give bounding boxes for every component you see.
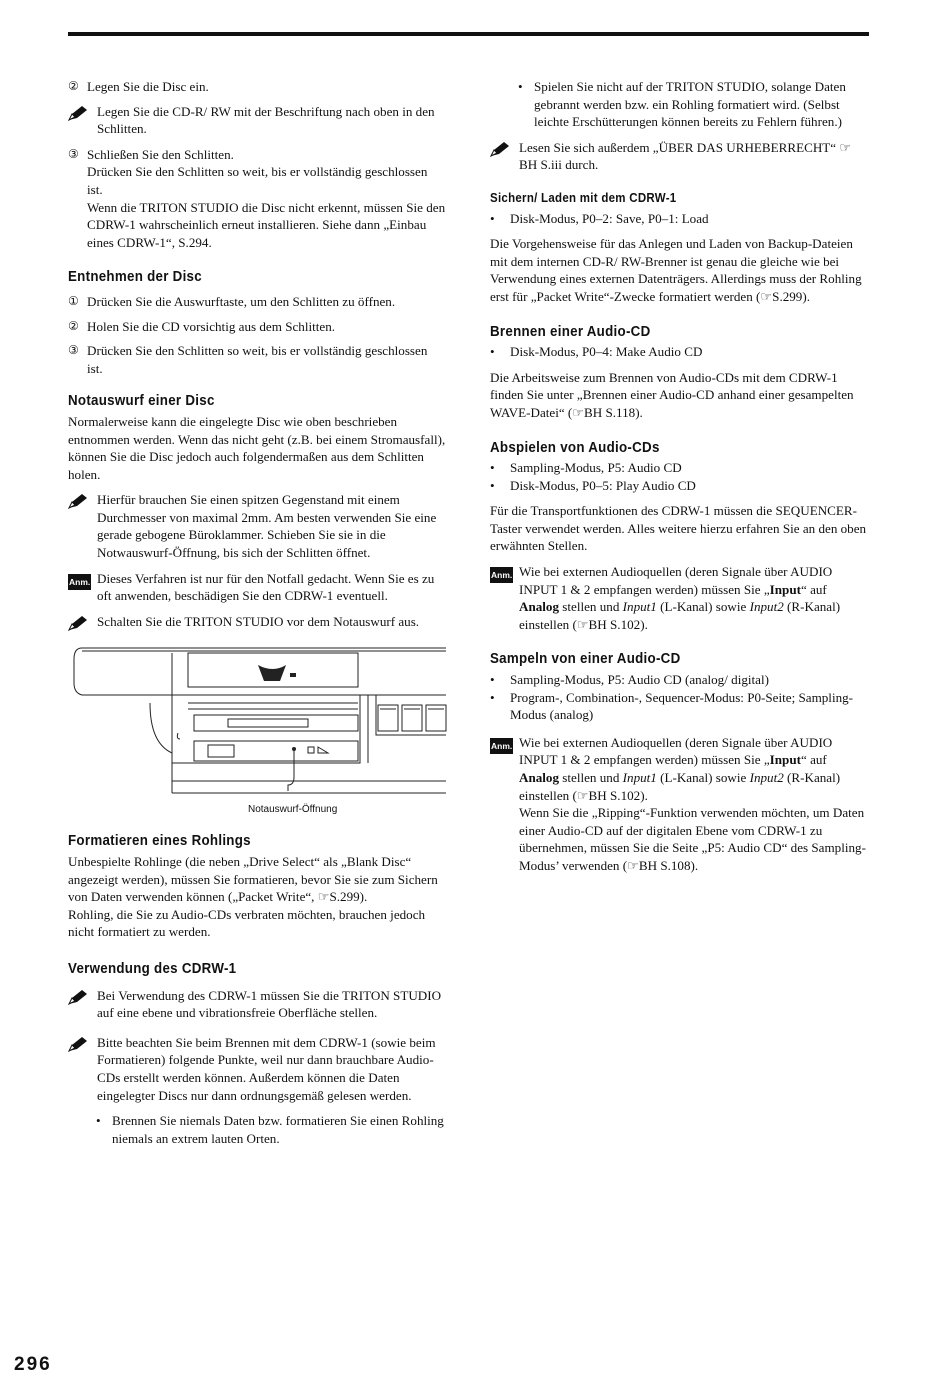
step-text: Drücken Sie den Schlitten so weit, bis er vollständig geschlossen ist. xyxy=(87,164,428,197)
bullet-text: Disk-Modus, P0–5: Play Audio CD xyxy=(510,477,696,493)
step-number: ① xyxy=(68,293,79,308)
pencil-note-icon xyxy=(68,1034,97,1104)
step-3 xyxy=(68,146,446,252)
anm-badge: Anm. xyxy=(68,574,91,590)
bullet-sampeln-2 xyxy=(490,689,868,724)
top-rule xyxy=(68,32,869,36)
paragraph: Für die Transportfunktionen des CDRW-1 müssen die SEQUENCER-Taster verwendet werden. Alles weitere hierzu erfahren Sie an den oben erwähnten Stellen. xyxy=(490,503,867,554)
note-verwendung-1 xyxy=(68,987,446,1022)
heading-notauswurf: Notauswurf einer Disc xyxy=(68,393,215,410)
anm-abspielen xyxy=(490,563,868,633)
paragraph: Die Vorgehensweise für das Anlegen und Laden von Backup-Dateien mit dem internen CD-R/ RW-Brenner ist genau die gleiche wie bei Verwendung eines externen Datenträgers. Allerdings muss der Rohling erst für „Packet Write“-Zwecke formatiert werden (☞S.299). xyxy=(490,236,862,304)
note-hierfuer xyxy=(68,491,446,561)
pencil-note-icon xyxy=(490,139,519,174)
bullet-spielen xyxy=(518,78,868,131)
anm-sampeln xyxy=(490,734,868,875)
bullet-dot: • xyxy=(490,460,495,476)
note-text: Dieses Verfahren ist nur für den Notfall gedacht. Wenn Sie es zu oft anwenden, beschädigen Sie den CDRW-1 eventuell. xyxy=(97,570,435,604)
bullet-dot: • xyxy=(490,689,495,705)
pencil-note-icon xyxy=(68,103,97,138)
bullet-text: Spielen Sie nicht auf der TRITON STUDIO, solange Daten gebrannt werden bzw. ein Rohling formatiert wird. (Selbst leichte Erschütterungen können bereits zu Fehlern führen.) xyxy=(534,79,846,130)
right-column xyxy=(490,78,868,883)
heading-verwendung: Verwendung des CDRW-1 xyxy=(68,961,237,977)
bullet-text: Program-, Combination-, Sequencer-Modus: P0-Seite; Sampling-Modus (analog) xyxy=(510,689,854,723)
step-number: ③ xyxy=(68,343,79,358)
note-legen xyxy=(68,103,446,138)
bullet-text: Sampling-Modus, P5: Audio CD xyxy=(510,460,682,476)
ent-step-3 xyxy=(68,342,446,377)
bullet-sichern xyxy=(490,210,868,228)
bullet-dot: • xyxy=(96,1113,101,1129)
pencil-note-icon xyxy=(68,491,97,561)
pencil-note-icon xyxy=(68,613,97,636)
paragraph: Rohling, die Sie zu Audio-CDs verbraten möchten, brauchen jedoch nicht formatiert zu werden. xyxy=(68,906,426,940)
step-text: Holen Sie die CD vorsichtig aus dem Schlitten. xyxy=(87,318,336,334)
figure-caption: Notauswurf-Öffnung xyxy=(248,804,338,816)
step-text: Wenn die TRITON STUDIO die Disc nicht erkennt, müssen Sie den CDRW-1 wahrscheinlich erneut installieren. Siehe dann „Einbau eines CDRW-1“, S.294. xyxy=(87,199,446,250)
heading-brennen: Brennen einer Audio-CD xyxy=(490,323,651,340)
bullet-dot: • xyxy=(518,79,523,94)
heading-formatieren: Formatieren eines Rohlings xyxy=(68,833,251,850)
bullet-abspielen-1 xyxy=(490,459,868,477)
bullet-text: Brennen Sie niemals Daten bzw. formatieren Sie einen Rohling niemals an extrem lauten Orten. xyxy=(112,1113,444,1146)
note-text: Lesen Sie sich außerdem „ÜBER DAS URHEBERRECHT“ ☞BH S.iii durch. xyxy=(519,139,852,173)
step-number: ② xyxy=(68,318,79,333)
bullet-brennen xyxy=(96,1112,446,1147)
step-text: Drücken Sie den Schlitten so weit, bis er vollständig geschlossen ist. xyxy=(87,343,428,376)
anm-badge: Anm. xyxy=(490,738,513,754)
heading-abspielen: Abspielen von Audio-CDs xyxy=(490,439,660,456)
step-text: Drücken Sie die Auswurftaste, um den Schlitten zu öffnen. xyxy=(87,293,396,309)
cdrw-figure xyxy=(68,643,446,819)
step-number: ③ xyxy=(68,146,79,161)
ent-step-1 xyxy=(68,293,446,311)
note-text: Bitte beachten Sie beim Brennen mit dem CDRW-1 (sowie beim Formatieren) folgende Punkte, weil nur dann brauchbare Audio-CDs erstellt werden können. Außerdem können die Daten eingelegter Discs nur dann ordnungsgemäß gelesen werden. xyxy=(97,1034,436,1103)
left-column xyxy=(68,78,446,1147)
pencil-note-icon xyxy=(68,987,97,1022)
heading-entnehmen: Entnehmen der Disc xyxy=(68,269,202,286)
note-text: Wie bei externen Audioquellen (deren Signale über AUDIO INPUT 1 & 2 empfangen werden) müssen Sie „Input“ auf Analog stellen und Input1 (L-Kanal) sowie Input2 (R-Kanal) einstellen (☞BH S.102). xyxy=(519,564,841,632)
bullet-dot: • xyxy=(490,477,495,493)
paragraph: Unbespielte Rohlinge (die neben „Drive Select“ als „Blank Disc“ angezeigt werden), müssen Sie formatieren, bevor Sie sie zum Sichern von Daten verwenden können („Packet Write“, ☞S.299). xyxy=(68,854,438,905)
note-schalten xyxy=(68,613,446,636)
cdrw-drive-illustration xyxy=(68,643,448,803)
bullet-brennen-cd xyxy=(490,343,868,361)
bullet-abspielen-2 xyxy=(490,477,868,495)
bullet-text: Sampling-Modus, P5: Audio CD (analog/ digital) xyxy=(510,672,769,688)
step-title: Schließen Sie den Schlitten. xyxy=(87,146,234,162)
bullet-dot: • xyxy=(490,344,495,360)
page-number: 296 xyxy=(14,1354,52,1375)
note-text: Hierfür brauchen Sie einen spitzen Gegenstand mit einem Durchmesser von maximal 2mm. Am besten verwenden Sie eine gerade gebogene Büroklammer. Schieben Sie sie in die Notwauswurf-Öffnung, bis sich der Schlitten öffnet. xyxy=(97,492,437,561)
bullet-dot: • xyxy=(490,672,495,688)
bullet-text: Disk-Modus, P0–2: Save, P0–1: Load xyxy=(510,210,709,226)
bullet-sampeln-1 xyxy=(490,671,868,689)
note-text: Legen Sie die CD-R/ RW mit der Beschriftung nach oben in den Schlitten. xyxy=(97,103,435,137)
ent-step-2 xyxy=(68,318,446,336)
step-text: Legen Sie die Disc ein. xyxy=(87,79,209,94)
heading-sichern: Sichern/ Laden mit dem CDRW-1 xyxy=(490,190,677,205)
step-2 xyxy=(68,78,446,96)
paragraph: Die Arbeitsweise zum Brennen von Audio-CDs mit dem CDRW-1 finden Sie unter „Brennen einer Audio-CD anhand einer gesampelten WAVE-Datei“ (☞BH S.118). xyxy=(490,369,854,420)
anm-notfall xyxy=(68,570,446,605)
note-verwendung-2 xyxy=(68,1034,446,1104)
step-number: ② xyxy=(68,79,79,93)
note-text: Wie bei externen Audioquellen (deren Signale über AUDIO INPUT 1 & 2 empfangen werden) müssen Sie „Input“ auf Analog stellen und Input1 (L-Kanal) sowie Input2 (R-Kanal) einstellen (☞BH S.102). Wenn Sie die „Ripping“-Funktion verwenden möchten, um Daten einer Audio-CD auf der digitalen Ebene vom CDRW-1 zu übernehmen, müssen Sie die Seite „P5: Audio CD“ des Sampling-Modus’ verwenden (☞BH S.108). xyxy=(519,734,866,873)
note-lesen xyxy=(490,139,868,174)
bullet-text: Disk-Modus, P0–4: Make Audio CD xyxy=(510,344,703,360)
bullet-dot: • xyxy=(490,210,495,226)
anm-badge: Anm. xyxy=(490,567,513,583)
note-text: Bei Verwendung des CDRW-1 müssen Sie die TRITON STUDIO auf eine ebene und vibrationsfreie Oberfläche stellen. xyxy=(97,987,442,1021)
heading-sampeln: Sampeln von einer Audio-CD xyxy=(490,651,681,668)
paragraph: Normalerweise kann die eingelegte Disc wie oben beschrieben entnommen werden. Wenn das nicht geht (z.B. bei einem Stromausfall), können Sie die Disc jedoch auch folgendermaßen aus dem Schlitten holen. xyxy=(68,413,446,482)
note-text: Schalten Sie die TRITON STUDIO vor dem Notauswurf aus. xyxy=(97,613,420,629)
